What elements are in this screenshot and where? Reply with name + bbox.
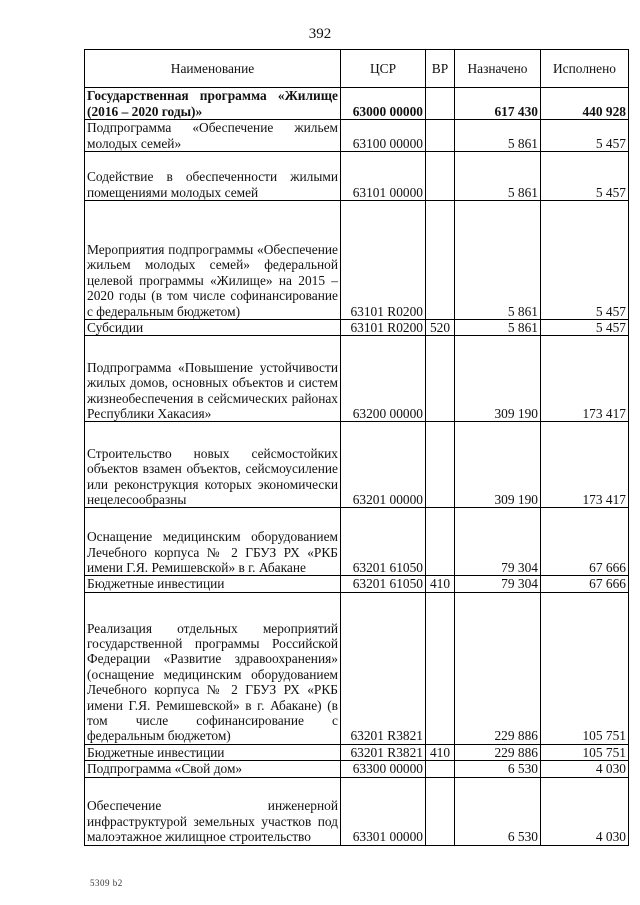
row-vr-cell: [426, 88, 455, 120]
table-row: [85, 88, 629, 120]
row-csr-cell: 63101 R0200: [341, 201, 426, 320]
row-executed-cell: 4 030: [541, 777, 629, 845]
row-name-cell: Подпрограмма «Обеспечение жильем молодых семей»: [85, 120, 341, 152]
row-vr-cell: [426, 336, 455, 422]
row-planned-cell: 5 861: [455, 152, 541, 201]
row-executed-cell: 173 417: [541, 422, 629, 508]
row-name-cell: Реализация отдельных мероприятий государственной программы Российской Федерации «Развитие здравоохранения» (оснащение медицинским оборудованием Лечебного корпуса № 2 ГБУЗ РХ «РКБ имени Г.Я. Ремишевской» в г. Абакане) (в том числе софинансирование с федеральным бюджетом): [85, 592, 341, 744]
row-planned-cell: 5 861: [455, 120, 541, 152]
row-vr-cell: [426, 761, 455, 777]
row-executed-cell: 67 666: [541, 508, 629, 576]
row-planned-cell: 6 530: [455, 777, 541, 845]
table-header: [85, 50, 629, 88]
header-row: [85, 50, 629, 88]
table-row: [85, 320, 629, 336]
row-vr-cell: [426, 120, 455, 152]
row-vr-cell: [426, 422, 455, 508]
row-name-cell: Обеспечение инженерной инфраструктурой земельных участков под малоэтажное жилищное строительство: [85, 777, 341, 845]
row-csr-cell: 63201 R3821: [341, 592, 426, 744]
row-vr-cell: 410: [426, 576, 455, 592]
row-planned-cell: 309 190: [455, 336, 541, 422]
row-planned-cell: 5 861: [455, 320, 541, 336]
table-row: [85, 744, 629, 760]
row-executed-cell: 105 751: [541, 744, 629, 760]
row-planned-cell: 309 190: [455, 422, 541, 508]
header-name: Наименование: [85, 50, 341, 88]
row-csr-cell: 63201 R3821: [341, 744, 426, 760]
table-row: [85, 777, 629, 845]
budget-table: [84, 49, 629, 846]
row-name-cell: Государственная программа «Жилище (2016 – 2020 годы)»: [85, 88, 341, 120]
table-row: [85, 592, 629, 744]
row-executed-cell: 5 457: [541, 152, 629, 201]
row-planned-cell: 617 430: [455, 88, 541, 120]
row-name-cell: Подпрограмма «Свой дом»: [85, 761, 341, 777]
row-vr-cell: [426, 508, 455, 576]
footer-code: 5309 b2: [90, 878, 123, 888]
row-planned-cell: 229 886: [455, 744, 541, 760]
row-executed-cell: 4 030: [541, 761, 629, 777]
row-name-cell: Содействие в обеспеченности жилыми помещениями молодых семей: [85, 152, 341, 201]
row-planned-cell: 79 304: [455, 576, 541, 592]
row-csr-cell: 63300 00000: [341, 761, 426, 777]
row-name-cell: Бюджетные инвестиции: [85, 576, 341, 592]
header-executed: Исполнено: [541, 50, 629, 88]
row-vr-cell: [426, 201, 455, 320]
row-name-cell: Бюджетные инвестиции: [85, 744, 341, 760]
table-row: [85, 201, 629, 320]
row-csr-cell: 63201 61050: [341, 508, 426, 576]
row-executed-cell: 67 666: [541, 576, 629, 592]
row-vr-cell: 410: [426, 744, 455, 760]
row-planned-cell: 229 886: [455, 592, 541, 744]
row-name-cell: Строительство новых сейсмостойких объектов взамен объектов, сейсмоусиление или реконструкция которых экономически нецелесообразны: [85, 422, 341, 508]
table-row: [85, 152, 629, 201]
header-planned: Назначено: [455, 50, 541, 88]
row-csr-cell: 63101 00000: [341, 152, 426, 201]
table-row: [85, 336, 629, 422]
row-name-cell: Субсидии: [85, 320, 341, 336]
row-name-cell: Оснащение медицинским оборудованием Лечебного корпуса № 2 ГБУЗ РХ «РКБ имени Г.Я. Ремишевской» в г. Абакане: [85, 508, 341, 576]
table-row: [85, 422, 629, 508]
page-number: 392: [308, 26, 332, 42]
row-csr-cell: 63000 00000: [341, 88, 426, 120]
row-planned-cell: 79 304: [455, 508, 541, 576]
row-planned-cell: 6 530: [455, 761, 541, 777]
row-vr-cell: [426, 777, 455, 845]
row-vr-cell: 520: [426, 320, 455, 336]
row-name-cell: Подпрограмма «Повышение устойчивости жилых домов, основных объектов и систем жизнеобеспечения в сейсмических районах Республики Хакасия»: [85, 336, 341, 422]
row-executed-cell: 5 457: [541, 320, 629, 336]
row-executed-cell: 5 457: [541, 201, 629, 320]
row-vr-cell: [426, 152, 455, 201]
header-csr: ЦСР: [341, 50, 426, 88]
table-row: [85, 761, 629, 777]
table-row: [85, 120, 629, 152]
row-planned-cell: 5 861: [455, 201, 541, 320]
row-csr-cell: 63201 00000: [341, 422, 426, 508]
table-row: [85, 576, 629, 592]
row-csr-cell: 63100 00000: [341, 120, 426, 152]
row-executed-cell: 105 751: [541, 592, 629, 744]
row-csr-cell: 63201 61050: [341, 576, 426, 592]
row-executed-cell: 440 928: [541, 88, 629, 120]
row-csr-cell: 63301 00000: [341, 777, 426, 845]
table-body: [85, 88, 629, 846]
table-row: [85, 508, 629, 576]
header-vr: ВР: [426, 50, 455, 88]
row-csr-cell: 63200 00000: [341, 336, 426, 422]
row-executed-cell: 5 457: [541, 120, 629, 152]
row-vr-cell: [426, 592, 455, 744]
row-name-cell: Мероприятия подпрограммы «Обеспечение жильем молодых семей» федеральной целевой программы «Жилище» на 2015 – 2020 годы (в том числе софинансирование с федеральным бюджетом): [85, 201, 341, 320]
row-csr-cell: 63101 R0200: [341, 320, 426, 336]
row-executed-cell: 173 417: [541, 336, 629, 422]
